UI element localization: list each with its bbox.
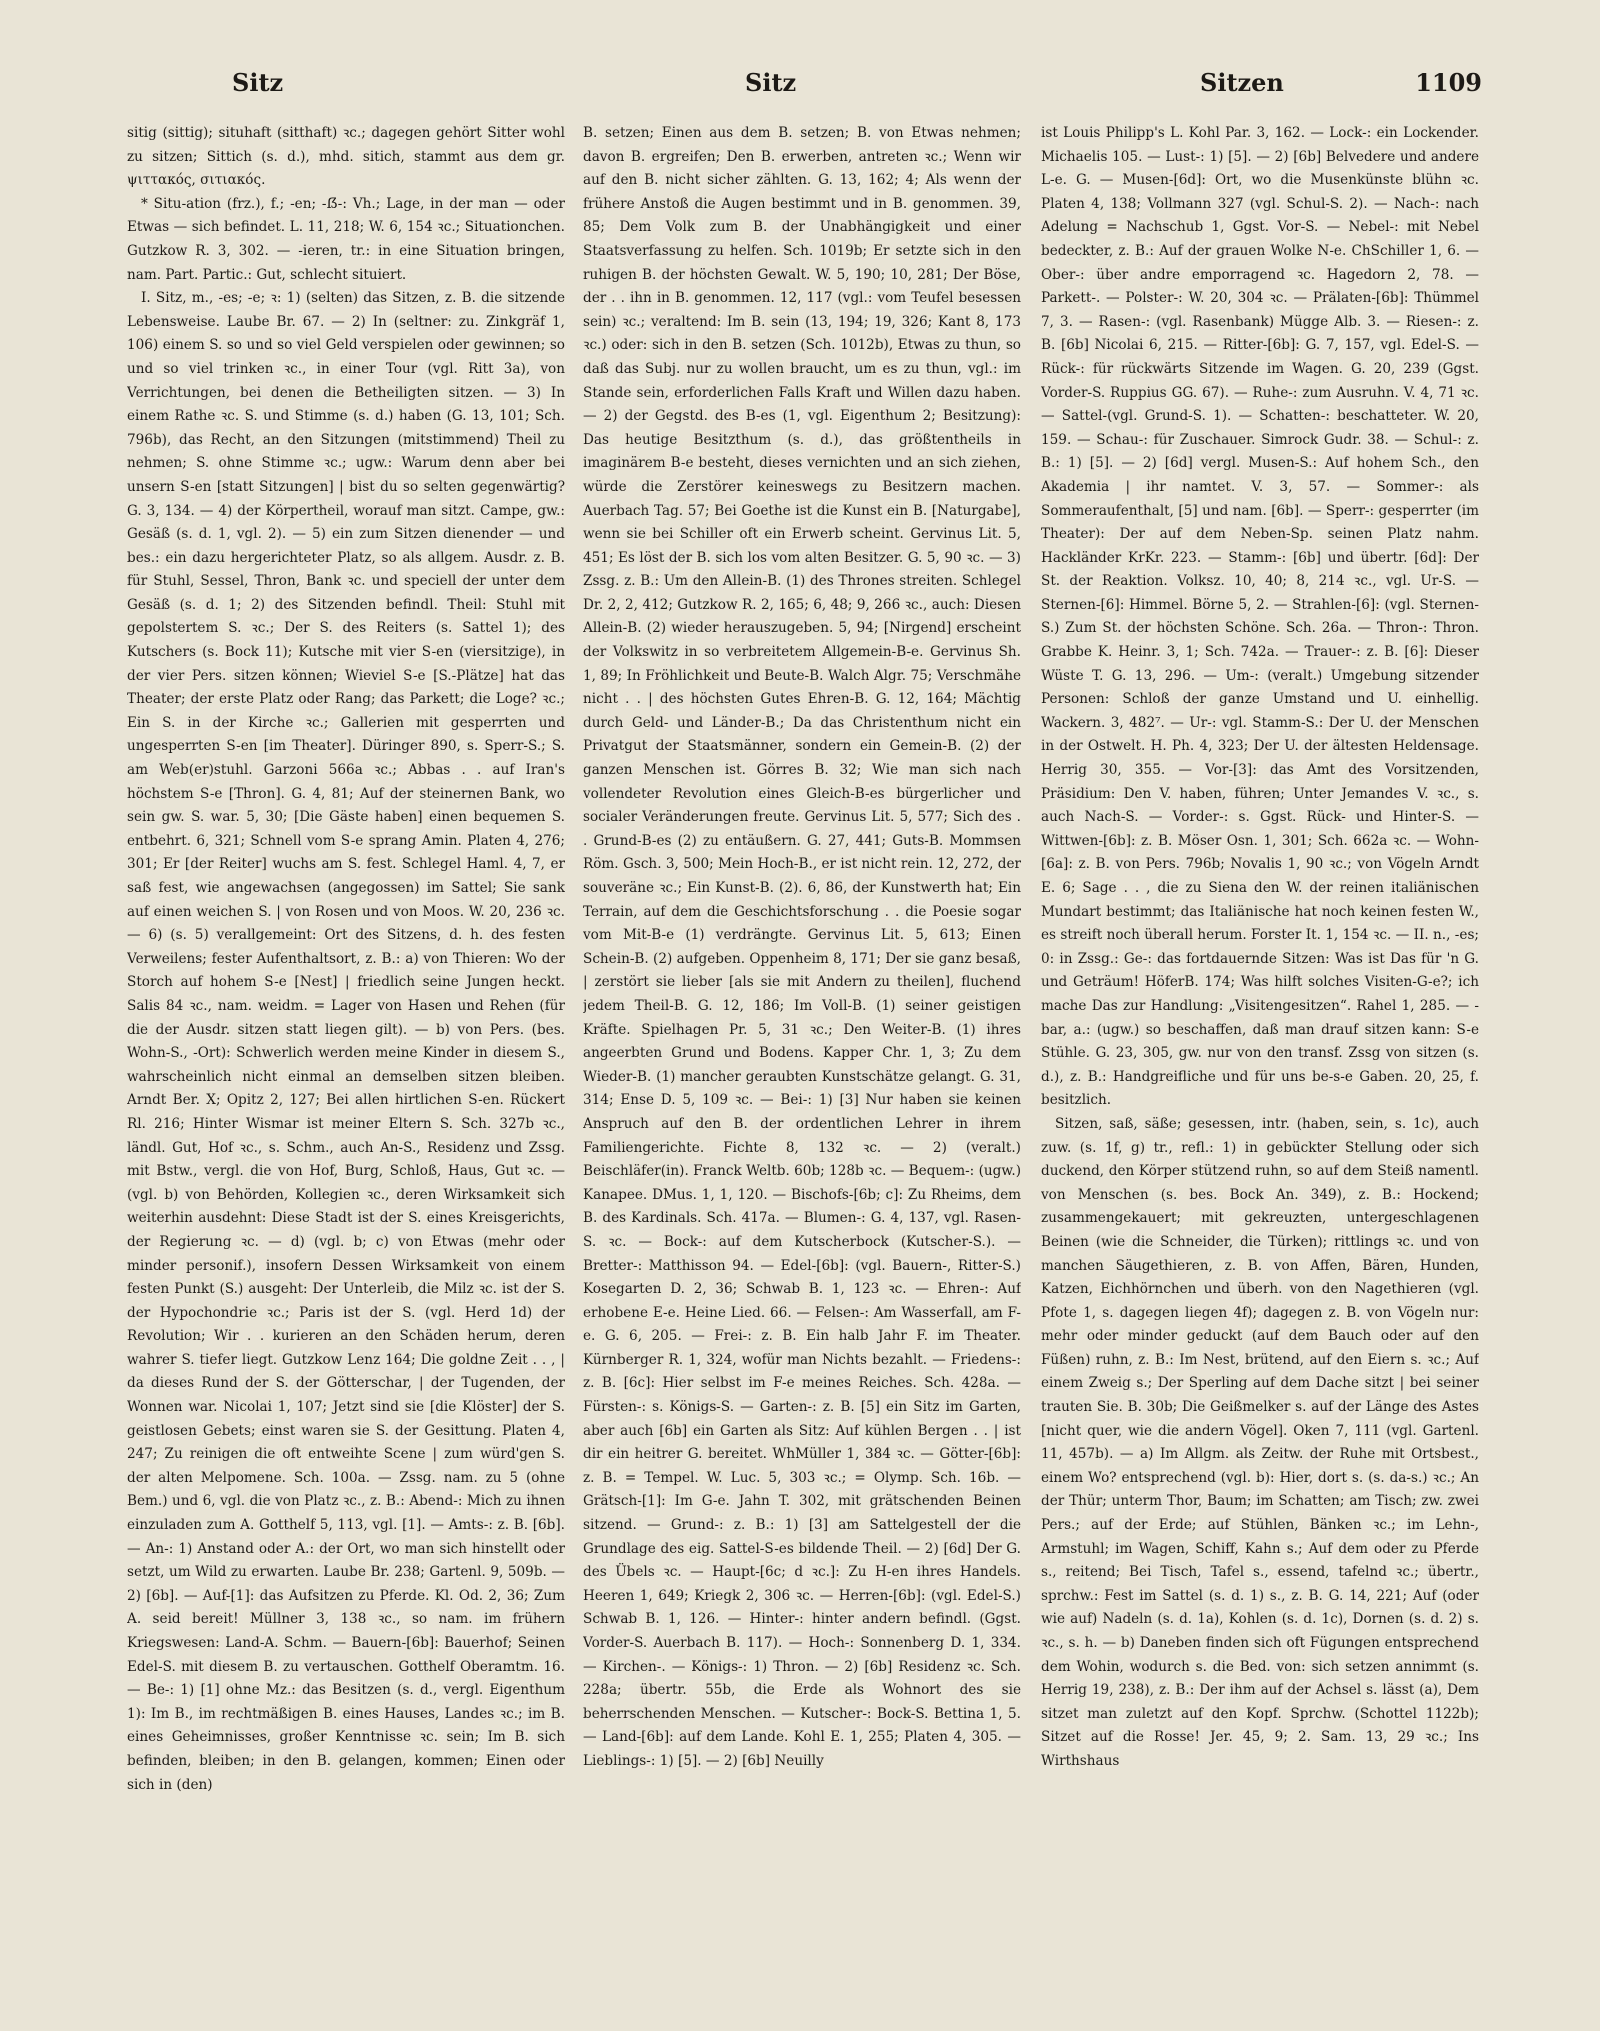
paragraph: B. setzen; Einen aus dem B. setzen; B. von Etwas nehmen; davon B. ergreifen; Den B. erwerben, antreten ꝛc.; Wenn wir auf den B. nicht sicher zählten. G. 13, 162; 4; Als wenn der frühere Anstoß die Augen bestimmt und in B. genommen. 39, 85; Dem Volk zum B. der Unabhängigkeit und einer Staatsverfassung zu helfen. Sch. 1019b; Er setzte sich in den ruhigen B. der höchsten Gewalt. W. 5, 190; 10, 281; Der Böse, der . . ihn in B. genommen. 12, 117 (vgl.: vom Teufel besessen sein) ꝛc.; veraltend: Im B. sein (13, 194; 19, 326; Kant 8, 173 ꝛc.) oder: sich in den B. setzen (Sch. 1012b), Etwas zu thun, so daß das Subj. nur zu wollen braucht, um es zu thun, vgl.: im Stande sein, erforderlichen Falls Kraft und Willen dazu haben. — 2) der Gegstd. des B-es (1, vgl. Eigenthum 2; Besitzung): Das heutige Besitzthum (s. d.), das größtentheils in imaginärem B-e besteht, dieses vernichten und an sich ziehen, würde die Zerstörer keineswegs zu Besitzern machen. Auerbach Tag. 57; Bei Goethe ist die Kunst ein B. [Naturgabe], wenn sie bei Schiller oft ein Erwerb scheint. Gervinus Lit. 5, 451; Es löst der B. sich los vom alten Besitzer. G. 5, 90 ꝛc. — 3) Zssg. z. B.: Um den Allein-B. (1) des Thrones streiten. Schlegel Dr. 2, 2, 412; Gutzkow R. 2, 165; 6, 48; 9, 266 ꝛc., auch: Diesen Allein-B. (2) wieder herauszugeben. 5, 94; [Nirgend] erscheint der Volkswitz in so verbreitetem Allgemein-B-e. Gervinus Sh. 1, 89; In Fröhlichkeit und Beute-B. Walch Algr. 75; Verschmähe nicht . . | des höchsten Gutes Ehren-B. G. 12, 164; Mächtig durch Geld- und Länder-B.; Da das Christenthum nicht ein Privatgut der Staatsmänner, sondern ein Gemein-B. (2) der ganzen Menschen ist. Görres B. 32; Wie man sich nach vollendeter Revolution eines Gleich-B-es bürgerlicher und socialer Veränderungen freute. Gervinus Lit. 5, 577; Sich des . . Grund-B-es (2) zu entäußern. G. 27, 441; Guts-B. Mommsen Röm. Gsch. 3, 500; Mein Hoch-B., er ist nicht rein. 12, 272, der souveräne ꝛc.; Ein Kunst-B. (2). 6, 86, der Kunstwerth hat; Ein Terrain, auf dem die Geschichtsforschung . . die Poesie sogar vom Mit-B-e (1) verdrängte. Gervinus Lit. 5, 613; Einen Schein-B. (2) aufgeben. Oppenheim 8, 171; Der sie ganz besaß, | zerstört sie lieber [als sie mit Andern zu theilen], fluchend jedem Theil-B. G. 12, 186; Im Voll-B. (1) seiner geistigen Kräfte. Spielhagen Pr. 5, 31 ꝛc.; Den Weiter-B. (1) ihres angeerbten Grund und Bodens. Kapper Chr. 1, 3; Zu dem Wieder-B. (1) mancher geraubten Kunstschätze gelangt. G. 31, 314; Ense D. 5, 109 ꝛc. — Bei-: 1) [3] Nur haben sie keinen Anspruch auf den B. der ordentlichen Lehrer in ihrem Familiengerichte. Fichte 8, 132 ꝛc. — 2) (veralt.) Beischläfer(in). Franck Weltb. 60b; 128b ꝛc. — Bequem-: (ugw.) Kanapee. DMus. 1, 1, 120. — Bischofs-[6b; c]: Zu Rheims, dem B. des Kardinals. Sch. 417a. — Blumen-: G. 4, 137, vgl. Rasen-S. ꝛc. — Bock-: auf dem Kutscherbock (Kutscher-S.). — Bretter-: Matthisson 94. — Edel-[6b]: (vgl. Bauern-, Ritter-S.) Kosegarten D. 2, 36; Schwab B. 1, 123 ꝛc. — Ehren-: Auf erhobene E-e. Heine Lied. 66. — Felsen-: Am Wasserfall, am F-e. G. 6, 205. — Frei-: z. B. Ein halb Jahr F. im Theater. Kürnberger R. 1, 324, wofür man Nichts bezahlt. — Friedens-: z. B. [6c]: Hier selbst im F-e meines Reiches. Sch. 428a. — Fürsten-: s. Königs-S. — Garten-: z. B. [5] ein Sitz im Garten, aber auch [6b] ein Garten als Sitz: Auf kühlen Bergen . . | ist dir ein heitrer G. bereitet. WhMüller 1, 384 ꝛc. — Götter-[6b]: z. B. = Tempel. W. Luc. 5, 303 ꝛc.; = Olymp. Sch. 16b. — Grätsch-[1]: Im G-e. Jahn T. 302, mit grätschenden Beinen sitzend. — Grund-: z. B.: 1) [3] am Sattelgestell der die Grundlage des eig. Sattel-S-es bildende Theil. — 2) [6d] Der G. des Übels ꝛc. — Haupt-[6c; d ꝛc.]: Zu H-en ihres Handels. Heeren 1, 649; Kriegk 2, 306 ꝛc. — Herren-[6b]: (vgl. Edel-S.) Schwab B. 1, 126. — Hinter-: hinter andern befindl. (Ggst. Vorder-S. Auerbach B. 117). — Hoch-: Sonnenberg D. 1, 334. — Kirchen-. — Königs-: 1) Thron. — 2) [6b] Residenz ꝛc. Sch. 228a; übertr. 55b, die Erde als Wohnort des sie beherrschenden Menschen. — Kutscher-: Bock-S. Bettina 1, 5. — Land-[6b]: auf dem Lande. Kohl E. 1, 255; Platen 4, 305. — Lieblings-: 1) [5]. — 2) [6b] Neuilly	[583, 125, 1021, 1769]
column-3	[1041, 122, 1479, 2012]
paragraph: ist Louis Philipp's L. Kohl Par. 3, 162. — Lock-: ein Lockender. Michaelis 105. — Lust-: 1) [5]. — 2) [6b] Belvedere und andere L-e. G. — Musen-[6d]: Ort, wo die Musenkünste blühn ꝛc. Platen 4, 138; Vollmann 327 (vgl. Schul-S. 2). — Nach-: nach Adelung = Nachschub 1, Ggst. Vor-S. — Nebel-: mit Nebel bedeckter, z. B.: Auf der grauen Wolke N-e. ChSchiller 1, 6. — Ober-: über andre emporragend ꝛc. Hagedorn 2, 78. — Parkett-. — Polster-: W. 20, 304 ꝛc. — Prälaten-[6b]: Thümmel 7, 3. — Rasen-: (vgl. Rasenbank) Mügge Alb. 3. — Riesen-: z. B. [6b] Nicolai 6, 215. — Ritter-[6b]: G. 7, 157, vgl. Edel-S. — Rück-: für rückwärts Sitzende im Wagen. G. 20, 239 (Ggst. Vorder-S. Ruppius GG. 67). — Ruhe-: zum Ausruhn. V. 4, 71 ꝛc. — Sattel-(vgl. Grund-S. 1). — Schatten-: beschatteter. W. 20, 159. — Schau-: für Zuschauer. Simrock Gudr. 38. — Schul-: z. B.: 1) [5]. — 2) [6d] vergl. Musen-S.: Auf hohem Sch., den Akademia | ihr namtet. V. 3, 57. — Sommer-: als Sommeraufenthalt, [5] und nam. [6b]. — Sperr-: gesperrter (im Theater): Der auf dem Neben-Sp. seinen Platz nahm. Hackländer KrKr. 223. — Stamm-: [6b] und übertr. [6d]: Der St. der Reaktion. Volksz. 10, 40; 8, 214 ꝛc., vgl. Ur-S. — Sternen-[6]: Himmel. Börne 5, 2. — Strahlen-[6]: (vgl. Sternen-S.) Zum St. der höchsten Schöne. Sch. 26a. — Thron-: Thron. Grabbe K. Heinr. 3, 1; Sch. 742a. — Trauer-: z. B. [6]: Dieser Wüste T. G. 13, 296. — Um-: (veralt.) Umgebung sitzender Personen: Schloß der ganze Umstand und U. einhellig. Wackern. 3, 482⁷. — Ur-: vgl. Stamm-S.: Der U. der Menschen in der Ostwelt. H. Ph. 4, 323; Der U. der ältesten Heldensage. Herrig 30, 355. — Vor-[3]: das Amt des Vorsitzenden, Präsidium: Den V. haben, führen; Unter Jemandes V. ꝛc., s. auch Nach-S. — Vorder-: s. Ggst. Rück- und Hinter-S. — Wittwen-[6b]: z. B. Möser Osn. 1, 301; Sch. 662a ꝛc. — Wohn-[6a]: z. B. von Pers. 796b; Novalis 1, 90 ꝛc.; von Vögeln Arndt E. 6; Sage . . , die zu Siena den W. der reinen italiänischen Mundart bestimmt; das Italiänische hat noch keinen festen W., es streift noch überall herum. Forster It. 1, 154 ꝛc. — II. n., -es; 0: in Zssg.: Ge-: das fortdauernde Sitzen: Was ist Das für 'n G. und Geträum! HöferB. 174; Was hilft solches Visiten-G-e?; ich mache Das zur Handlung: „Visitengesitzen“. Rahel 1, 285. — -bar, a.: (ugw.) so beschaffen, daß man drauf sitzen kann: S-e Stühle. G. 23, 305, gw. nur von den transf. Zssg von sitzen (s. d.), z. B.: Handgreifliche und für uns be-s-e Gaben. 20, 25, f. besitzlich.	[1041, 125, 1479, 1109]
column-2	[583, 122, 1021, 2012]
page-header	[120, 62, 1482, 102]
header-right-keyword: Sitzen	[1200, 68, 1284, 97]
header-left-keyword: Sitz	[232, 68, 284, 97]
page-number: 1109	[1415, 68, 1482, 97]
column-1	[127, 122, 565, 2012]
paragraph: * Situ-ation (frz.), f.; -en; -ẞ-: Vh.; Lage, in der man — oder Etwas — sich befindet. L. 11, 218; W. 6, 154 ꝛc.; Situationchen. Gutzkow R. 3, 302. — -ieren, tr.: in eine Situation bringen, nam. Part. Partic.: Gut, schlecht situiert.	[127, 195, 565, 283]
paragraph: sitig (sittig); situhaft (sitthaft) ꝛc.; dagegen gehört Sitter wohl zu sitzen; Sittich (s. d.), mhd. sitich, stammt aus dem gr. ψιττακός, σιτιακός.	[127, 125, 565, 189]
paragraph: Sitzen, saß, säße; gesessen, intr. (haben, sein, s. 1c), auch zuw. (s. 1f, g) tr., refl.: 1) in gebückter Stellung oder sich duckend, den Körper stützend ruhn, so auf dem Steiß namentl. von Menschen (s. bes. Bock An. 349), z. B.: Hockend; zusammengekauert; mit gekreuzten, untergeschlagenen Beinen (wie die Schneider, die Türken); rittlings ꝛc. und von manchen Säugethieren, z. B. von Affen, Bären, Hunden, Katzen, Eichhörnchen und überh. von den Nagethieren (vgl. Pfote 1, s. dagegen liegen 4f); dagegen z. B. von Vögeln nur: mehr oder minder geduckt (auf dem Bauch oder auf den Füßen) ruhn, z. B.: Im Nest, brütend, auf den Eiern s. ꝛc.; Auf einem Zweig s.; Der Sperling auf dem Dache sitzt | bei seiner trauten Sie. B. 30b; Die Geißmelker s. auf der Länge des Astes [nicht quer, wie die andern Vögel]. Oken 7, 111 (vgl. Gartenl. 11, 457b). — a) Im Allgm. als Zeitw. der Ruhe mit Ortsbest., einem Wo? entsprechend (vgl. b): Hier, dort s. (s. da-s.) ꝛc.; An der Thür; unterm Thor, Baum; im Schatten; am Tisch; zw. zwei Pers.; auf der Erde; auf Stühlen, Bänken ꝛc.; im Lehn-, Armstuhl; im Wagen, Schiff, Kahn s.; Auf dem oder zu Pferde s., reitend; Bei Tisch, Tafel s., essend, tafelnd ꝛc.; übertr., sprchw.: Fest im Sattel (s. d. 1) s., z. B. G. 14, 221; Auf (oder wie auf) Nadeln (s. d. 1a), Kohlen (s. d. 1c), Dornen (s. d. 2) s. ꝛc., s. h. — b) Daneben finden sich oft Fügungen entsprechend dem Wohin, wodurch s. die Bed. von: sich setzen annimmt (s. Herrig 19, 238), z. B.: Der ihm auf der Achsel s. lässt (a), Dem sitzet man zuletzt auf den Kopf. Sprchw. (Schottel 1122b); Sitzet auf die Rosse! Jer. 45, 9; 2. Sam. 13, 29 ꝛc.; Ins Wirthshaus	[1041, 1115, 1479, 1769]
paragraph: I. Sitz, m., -es; -e; ꝛ: 1) (selten) das Sitzen, z. B. die sitzende Lebensweise. Laube Br. 67. — 2) In (seltner: zu. Zinkgräf 1, 106) einem S. so und so viel Geld verspielen oder gewinnen; so und so viel trinken ꝛc., in einer Tour (vgl. Ritt 3a), von Verrichtungen, bei denen die Betheiligten sitzen. — 3) In einem Rathe ꝛc. S. und Stimme (s. d.) haben (G. 13, 101; Sch. 796b), das Recht, an den Sitzungen (mitstimmend) Theil zu nehmen; S. ohne Stimme ꝛc.; ugw.: Warum denn aber bei unsern S-en [statt Sitzungen] | bist du so selten gegenwärtig? G. 3, 134. — 4) der Körpertheil, worauf man sitzt. Campe, gw.: Gesäß (s. d. 1, vgl. 2). — 5) ein zum Sitzen dienender — und bes.: ein dazu hergerichteter Platz, so als allgem. Ausdr. z. B. für Stuhl, Sessel, Thron, Bank ꝛc. und speciell der unter dem Gesäß (s. d. 1; 2) des Sitzenden befindl. Theil: Stuhl mit gepolstertem S. ꝛc.; Der S. des Reiters (s. Sattel 1); des Kutschers (s. Bock 11); Kutsche mit vier S-en (viersitzige), in der vier Pers. sitzen können; Wieviel S-e [S.-Plätze] hat das Theater; der erste Platz oder Rang; das Parkett; die Loge? ꝛc.; Ein S. in der Kirche ꝛc.; Gallerien mit gesperrten und ungesperrten S-en [im Theater]. Düringer 890, s. Sperr-S.; S. am Web(er)stuhl. Garzoni 566a ꝛc.; Abbas . . auf Iran's höchstem S-e [Thron]. G. 4, 81; Auf der steinernen Bank, wo sein gw. S. war. 5, 30; [Die Gäste haben] einen bequemen S. entbehrt. 6, 321; Schnell vom S-e sprang Amin. Platen 4, 276; 301; Er [der Reiter] wuchs am S. fest. Schlegel Haml. 4, 7, er saß fest, wie angewachsen (angegossen) im Sattel; Sie sank auf einen weichen S. | von Rosen und von Moos. W. 20, 236 ꝛc. — 6) (s. 5) verallgemeint: Ort des Sitzens, d. h. des festen Verweilens; fester Aufenthaltsort, z. B.: a) von Thieren: Wo der Storch auf hohem S-e [Nest] | friedlich seine Jungen heckt. Salis 84 ꝛc., nam. weidm. = Lager von Hasen und Rehen (für die der Ausdr. sitzen statt liegen gilt). — b) von Pers. (bes. Wohn-S., -Ort): Schwerlich werden meine Kinder in diesem S., wahrscheinlich nicht einmal an demselben sitzen bleiben. Arndt Ber. X; Opitz 2, 127; Bei allen hirtlichen S-en. Rückert Rl. 216; Hinter Wismar ist meiner Eltern S. Sch. 327b ꝛc., ländl. Gut, Hof ꝛc., s. Schm., auch An-S., Residenz und Zssg. mit Bstw., vergl. die von Hof, Burg, Schloß, Haus, Gut ꝛc. — (vgl. b) von Behörden, Kollegien ꝛc., deren Wirksamkeit sich weiterhin ausdehnt: Diese Stadt ist der S. eines Kreisgerichts, der Regierung ꝛc. — d) (vgl. b; c) von Etwas (mehr oder minder personif.), insofern Dessen Wirksamkeit von einem festen Punkt (S.) ausgeht: Der Unterleib, die Milz ꝛc. ist der S. der Hypochondrie ꝛc.; Paris ist der S. (vgl. Herd 1d) der Revolution; Wir . . kurieren an den Schäden herum, deren wahrer S. tiefer liegt. Gutzkow Lenz 164; Die goldne Zeit . . , | da dieses Rund der S. der Götterschar, | der Tugenden, der Wonnen war. Nicolai 1, 107; Jetzt sind sie [die Klöster] der S. geistlosen Gebets; einst waren sie S. der Gesittung. Platen 4, 247; Zu reinigen die oft entweihte Scene | zum würd'gen S. der alten Melpomene. Sch. 100a. — Zssg. nam. zu 5 (ohne Bem.) und 6, vgl. die von Platz ꝛc., z. B.: Abend-: Mich zu ihnen einzuladen zum A. Gotthelf 5, 113, vgl. [1]. — Amts-: z. B. [6b]. — An-: 1) Anstand oder A.: der Ort, wo man sich hinstellt oder setzt, um Wild zu erwarten. Laube Br. 238; Gartenl. 9, 509b. — 2) [6b]. — Auf-[1]: das Aufsitzen zu Pferde. Kl. Od. 2, 36; Zum A. seid bereit! Müllner 3, 138 ꝛc., so nam. im frühern Kriegswesen: Land-A. Schm. — Bauern-[6b]: Bauerhof; Seinen Edel-S. mit diesem B. zu vertauschen. Gotthelf Oberamtm. 16. — Be-: 1) [1] ohne Mz.: das Besitzen (s. d., vergl. Eigenthum 1): Im B., im rechtmäßigen B. eines Hauses, Landes ꝛc.; im B. eines Geheimnisses, großer Kenntnisse ꝛc. sein; Im B. sich befinden, bleiben; in den B. gelangen, kommen; Einen oder sich in (den)	[127, 290, 565, 1793]
header-middle-keyword: Sitz	[745, 68, 797, 97]
